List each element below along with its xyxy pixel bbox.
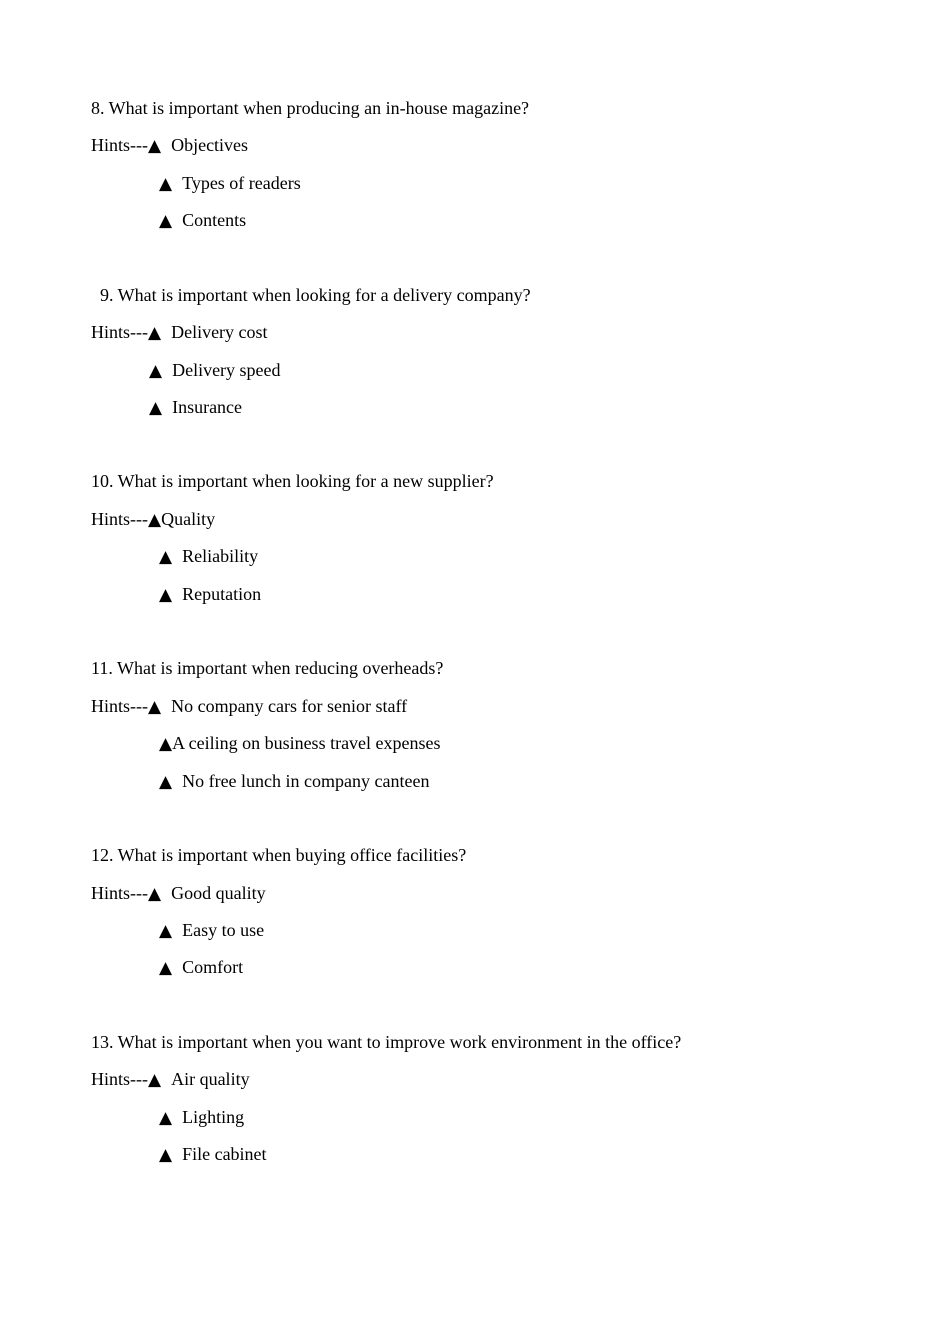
triangle-bullet-icon: ▲ xyxy=(148,884,162,904)
hint-text: A ceiling on business travel expenses xyxy=(172,733,441,753)
triangle-bullet-icon: ▲ xyxy=(148,323,162,343)
question-9: 9. What is important when looking for a delivery company? xyxy=(100,285,531,305)
hint-row xyxy=(159,770,429,792)
hint-row xyxy=(159,1106,244,1128)
hints-label: Hints--- xyxy=(91,135,148,155)
triangle-bullet-icon: ▲ xyxy=(148,136,162,156)
question-10: 10. What is important when looking for a new supplier? xyxy=(91,471,494,491)
hint-row xyxy=(91,321,268,343)
question-12: 12. What is important when buying office facilities? xyxy=(91,845,467,865)
hint-row xyxy=(159,209,246,231)
triangle-bullet-icon: ▲ xyxy=(148,697,162,717)
triangle-bullet-icon: ▲ xyxy=(149,361,163,381)
hints-label: Hints--- xyxy=(91,322,148,342)
hint-text: Reliability xyxy=(182,546,259,566)
hint-row xyxy=(149,359,281,381)
triangle-bullet-icon: ▲ xyxy=(159,174,173,194)
hint-row xyxy=(159,172,301,194)
hint-row xyxy=(91,508,215,530)
hint-text: No free lunch in company canteen xyxy=(182,771,430,791)
question-13: 13. What is important when you want to improve work environment in the office? xyxy=(91,1032,682,1052)
hint-row xyxy=(149,396,242,418)
question-11: 11. What is important when reducing overheads? xyxy=(91,658,444,678)
triangle-bullet-icon: ▲ xyxy=(159,772,173,792)
hint-text: Objectives xyxy=(171,135,249,155)
hint-row xyxy=(159,956,243,978)
triangle-bullet-icon: ▲ xyxy=(159,547,173,567)
triangle-bullet-icon: ▲ xyxy=(148,510,162,530)
hint-text: Insurance xyxy=(172,397,243,417)
hint-text: Types of readers xyxy=(182,173,301,193)
hint-text: Air quality xyxy=(171,1069,250,1089)
hint-row xyxy=(159,583,261,605)
hint-row xyxy=(91,1068,250,1090)
hint-text: Good quality xyxy=(171,883,266,903)
hint-text: File cabinet xyxy=(182,1144,267,1164)
triangle-bullet-icon: ▲ xyxy=(159,1145,173,1165)
hint-row xyxy=(159,545,258,567)
question-8: 8. What is important when producing an in-house magazine? xyxy=(91,98,530,118)
hints-label: Hints--- xyxy=(91,509,148,529)
hint-row xyxy=(91,882,266,904)
hints-label: Hints--- xyxy=(91,883,148,903)
hint-text: Easy to use xyxy=(182,920,265,940)
triangle-bullet-icon: ▲ xyxy=(159,958,173,978)
hint-text: Comfort xyxy=(182,957,244,977)
hints-label: Hints--- xyxy=(91,696,148,716)
hint-text: Contents xyxy=(182,210,247,230)
triangle-bullet-icon: ▲ xyxy=(159,585,173,605)
triangle-bullet-icon: ▲ xyxy=(159,734,173,754)
hint-text: Delivery cost xyxy=(171,322,268,342)
hint-row xyxy=(91,134,248,156)
hint-text: No company cars for senior staff xyxy=(171,696,408,716)
triangle-bullet-icon: ▲ xyxy=(148,1070,162,1090)
triangle-bullet-icon: ▲ xyxy=(159,921,173,941)
hint-text: Lighting xyxy=(182,1107,245,1127)
triangle-bullet-icon: ▲ xyxy=(159,1108,173,1128)
hint-row xyxy=(159,732,441,754)
hint-row xyxy=(159,1143,267,1165)
hint-text: Delivery speed xyxy=(172,360,281,380)
hint-row xyxy=(91,695,407,717)
triangle-bullet-icon: ▲ xyxy=(159,211,173,231)
hints-label: Hints--- xyxy=(91,1069,148,1089)
triangle-bullet-icon: ▲ xyxy=(149,398,163,418)
hint-text: Reputation xyxy=(182,584,262,604)
hint-text: Quality xyxy=(161,509,216,529)
hint-row xyxy=(159,919,264,941)
